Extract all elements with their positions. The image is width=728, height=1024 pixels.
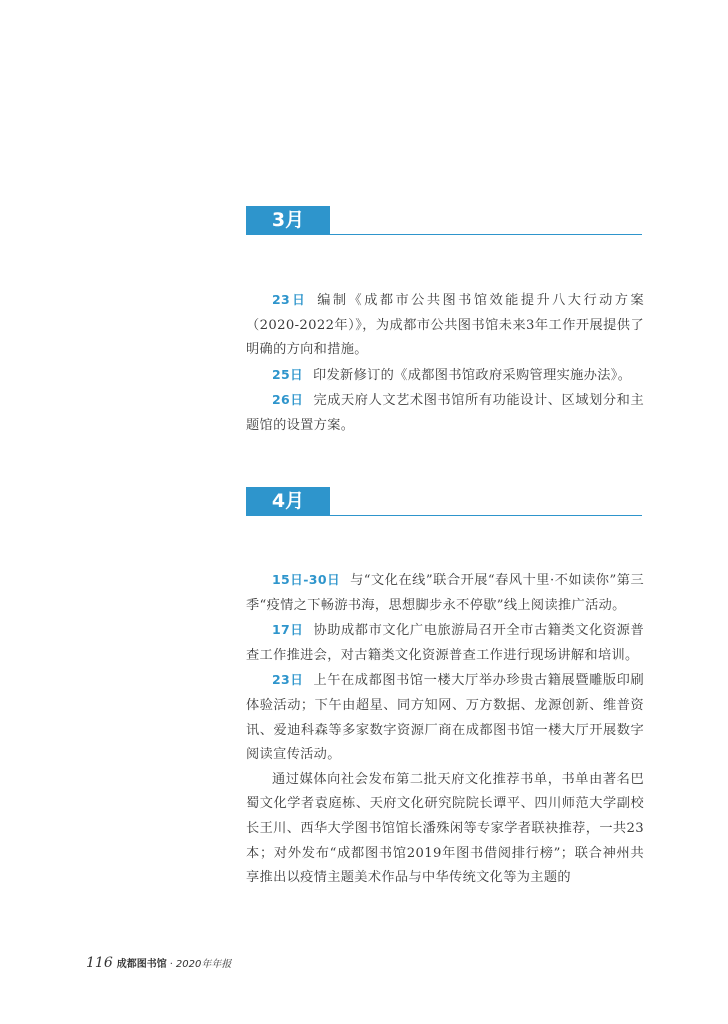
entry-paragraph <box>246 668 644 767</box>
entry-date: 15日-30日 <box>272 572 341 587</box>
month-heading-march <box>246 206 642 235</box>
page-footer <box>86 955 231 971</box>
entry-date: 23日 <box>272 672 304 688</box>
entry-text: 上午在成都图书馆一楼大厅举办珍贵古籍展暨雕版印刷体验活动；下午由超星、同方知网、万方数据、龙源创新、维普资讯、爱迪科森等多家数字资源厂商在成都图书馆一楼大厅开展数字阅读宣传活动。 <box>246 673 644 763</box>
entry-paragraph <box>246 363 644 389</box>
entry-text: 与“文化在线”联合开展“春风十里·不如读你”第三季“疫情之下畅游书海，思想脚步永不停歇”线上阅读推广活动。 <box>246 573 644 613</box>
entry-paragraph <box>246 768 644 891</box>
entry-text: 印发新修订的《成都图书馆政府采购管理实施办法》。 <box>312 367 632 383</box>
march-entries <box>246 288 644 439</box>
entry-date: 26日 <box>272 392 304 408</box>
entry-text: 完成天府人文艺术图书馆所有功能设计、区域划分和主题馆的设置方案。 <box>246 393 644 433</box>
month-heading-april <box>246 487 642 516</box>
edition-label: 2020年年报 <box>175 959 232 970</box>
entry-text: 协助成都市文化广电旅游局召开全市古籍类文化资源普查工作推进会，对古籍类文化资源普查工作进行现场讲解和培训。 <box>246 623 644 663</box>
entry-text: 通过媒体向社会发布第二批天府文化推荐书单，书单由著名巴蜀文化学者袁庭栋、天府文化研究院院长谭平、四川师范大学副校长王川、西华大学图书馆馆长潘殊闲等专家学者联袂推荐，一共23本；对外发布“成都图书馆2019年图书借阅排行榜”；联合神州共享推出以疫情主题美术作品与中华传统文化等为主题的 <box>246 771 644 886</box>
publication-name: 成都图书馆 <box>116 959 167 970</box>
april-entries <box>246 568 644 891</box>
entry-date: 23日 <box>272 292 308 307</box>
month-label: 3月 <box>246 206 330 234</box>
footer-separator: · <box>169 959 173 970</box>
entry-text: 编制《成都市公共图书馆效能提升八大行动方案（2020-2022年）》，为成都市公共图书馆未来3年工作开展提供了明确的方向和措施。 <box>246 293 644 358</box>
entry-paragraph <box>246 568 644 618</box>
month-label: 4月 <box>246 487 330 515</box>
entry-paragraph <box>246 618 644 668</box>
entry-paragraph <box>246 388 644 438</box>
page-number: 116 <box>86 955 113 971</box>
entry-date: 17日 <box>272 622 304 638</box>
entry-date: 25日 <box>272 366 303 382</box>
entry-paragraph <box>246 288 644 363</box>
